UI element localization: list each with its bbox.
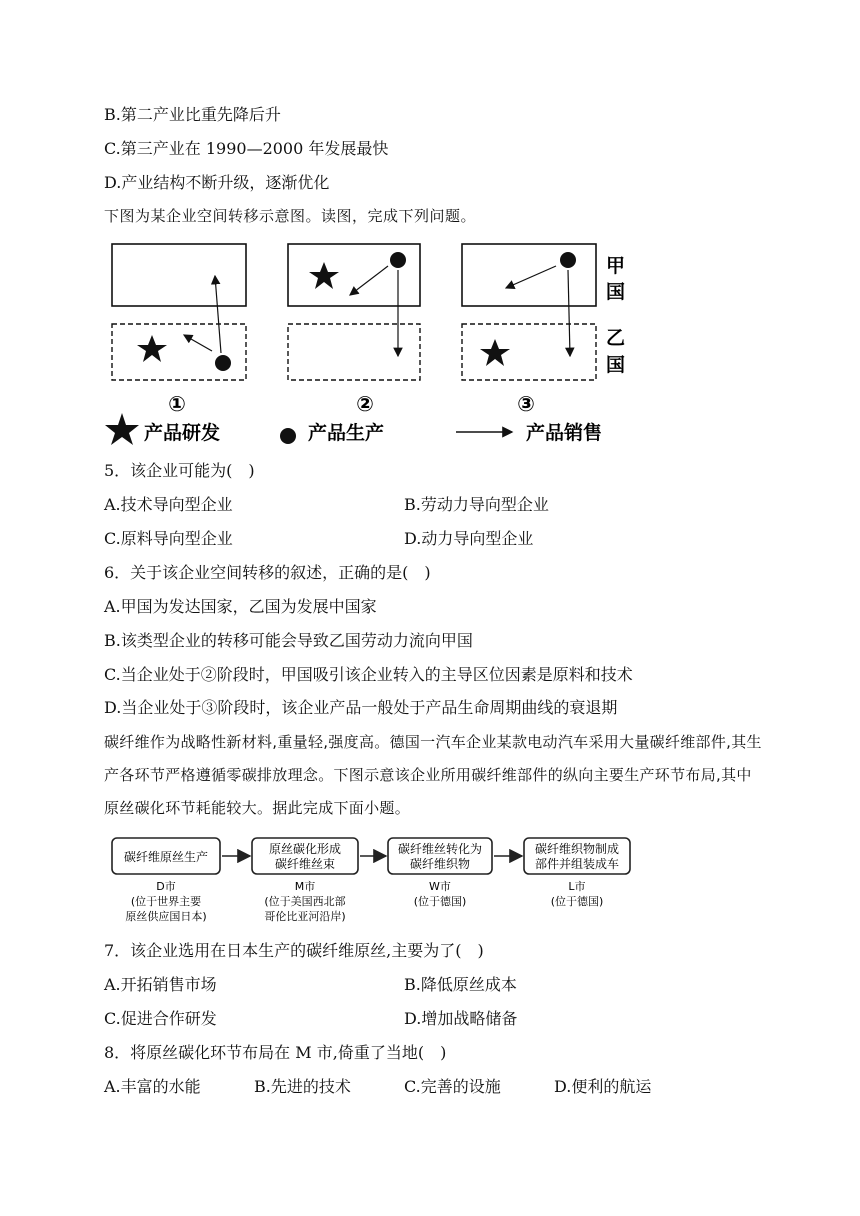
chain-step <box>388 838 492 908</box>
q5-option-a[interactable]: A.技术导向型企业 <box>104 495 233 514</box>
svg-text:碳纤维丝转化为: 碳纤维丝转化为 <box>397 842 483 856</box>
country-yi-label: 乙 <box>606 327 626 349</box>
stage1-country-jia-box <box>112 244 246 306</box>
figure1-intro: 下图为某企业空间转移示意图。读图，完成下列问题。 <box>104 207 477 225</box>
carbon-fiber-production-chain <box>104 832 644 932</box>
q5-option-c[interactable]: C.原料导向型企业 <box>104 529 233 548</box>
svg-text:(位于德国): (位于德国) <box>550 895 604 908</box>
production-dot-icon <box>560 252 576 268</box>
q8-option-b[interactable]: B.先进的技术 <box>254 1077 351 1096</box>
stage3-country-jia-box <box>462 244 596 306</box>
q7-option-d[interactable]: D.增加战略储备 <box>404 1009 518 1028</box>
enterprise-transfer-diagram <box>100 238 630 450</box>
production-dot-icon <box>215 355 231 371</box>
country-jia-label: 国 <box>606 281 626 303</box>
q6-option-b[interactable]: B.该类型企业的转移可能会导致乙国劳动力流向甲国 <box>104 631 473 650</box>
q6-stem: 6．关于该企业空间转移的叙述，正确的是( ) <box>104 563 431 582</box>
svg-text:(位于德国): (位于德国) <box>413 895 467 908</box>
q5-option-d[interactable]: D.动力导向型企业 <box>404 529 534 548</box>
q8-stem: 8．将原丝碳化环节布局在 M 市,倚重了当地( ) <box>104 1043 447 1062</box>
q7-option-b[interactable]: B.降低原丝成本 <box>404 975 517 994</box>
svg-text:碳纤维织物制成: 碳纤维织物制成 <box>534 842 620 856</box>
q6-option-a[interactable]: A.甲国为发达国家，乙国为发展中国家 <box>104 597 377 616</box>
legend-star-icon <box>105 413 139 445</box>
rd-star-icon <box>480 339 510 366</box>
stage-label: ③ <box>517 392 535 416</box>
svg-text:碳纤维织物: 碳纤维织物 <box>409 857 471 871</box>
svg-text:(位于世界主要: (位于世界主要 <box>130 895 202 908</box>
option-c-prev: C.第三产业在 1990—2000 年发展最快 <box>104 139 389 158</box>
svg-text:L市: L市 <box>568 880 586 893</box>
legend-rd-label: 产品研发 <box>144 422 221 444</box>
q5-stem: 5．该企业可能为( ) <box>104 461 255 480</box>
q6-option-c[interactable]: C.当企业处于②阶段时，甲国吸引该企业转入的主导区位因素是原料和技术 <box>104 665 633 684</box>
q7-option-a[interactable]: A.开拓销售市场 <box>104 975 217 994</box>
q8-option-a[interactable]: A.丰富的水能 <box>104 1077 201 1096</box>
option-d-prev: D.产业结构不断升级，逐渐优化 <box>104 173 330 192</box>
stage3-country-yi-box <box>462 324 596 380</box>
option-b-prev: B.第二产业比重先降后升 <box>104 105 281 124</box>
legend-production-label: 产品生产 <box>308 422 385 444</box>
svg-text:碳纤维丝束: 碳纤维丝束 <box>274 857 336 871</box>
rd-star-icon <box>137 335 167 362</box>
legend-sales-label: 产品销售 <box>526 422 603 444</box>
q7-option-c[interactable]: C.促进合作研发 <box>104 1009 217 1028</box>
stage1-country-yi-box <box>112 324 246 380</box>
svg-text:哥伦比亚河沿岸): 哥伦比亚河沿岸) <box>264 910 346 923</box>
stage2-country-yi-box <box>288 324 420 380</box>
legend-dot-icon <box>280 428 296 444</box>
svg-text:原丝供应国日本): 原丝供应国日本) <box>125 910 207 923</box>
q5-option-b[interactable]: B.劳动力导向型企业 <box>404 495 549 514</box>
chain-step <box>524 838 630 908</box>
q8-option-d[interactable]: D.便利的航运 <box>554 1077 652 1096</box>
svg-text:W市: W市 <box>429 880 451 893</box>
svg-text:(位于美国西北部: (位于美国西北部 <box>264 895 346 908</box>
svg-text:原丝碳化形成: 原丝碳化形成 <box>268 842 342 856</box>
q7-stem: 7．该企业选用在日本生产的碳纤维原丝,主要为了( ) <box>104 941 484 960</box>
chain-step <box>112 838 220 923</box>
svg-text:部件并组装成车: 部件并组装成车 <box>534 857 620 871</box>
country-jia-label: 甲 <box>606 255 626 277</box>
stage-label: ① <box>168 392 186 416</box>
svg-text:碳纤维原丝生产: 碳纤维原丝生产 <box>123 850 209 864</box>
svg-text:M市: M市 <box>294 880 316 893</box>
svg-text:D市: D市 <box>156 880 176 893</box>
stage-label: ② <box>356 392 374 416</box>
production-dot-icon <box>390 252 406 268</box>
chain-step <box>252 838 358 923</box>
figure2-intro: 碳纤维作为战略性新材料,重量轻,强度高。德国一汽车企业某款电动汽车采用大量碳纤维部件,其生产各环节严格遵循零碳排放理念。下图示意该企业所用碳纤维部件的纵向主要生产环节布局,其中原丝碳化环节耗能较大。据此完成下面小题。 <box>104 733 762 817</box>
rd-star-icon <box>309 262 339 289</box>
country-yi-label: 国 <box>606 354 626 376</box>
q6-option-d[interactable]: D.当企业处于③阶段时，该企业产品一般处于产品生命周期曲线的衰退期 <box>104 698 618 717</box>
q8-option-c[interactable]: C.完善的设施 <box>404 1077 501 1096</box>
